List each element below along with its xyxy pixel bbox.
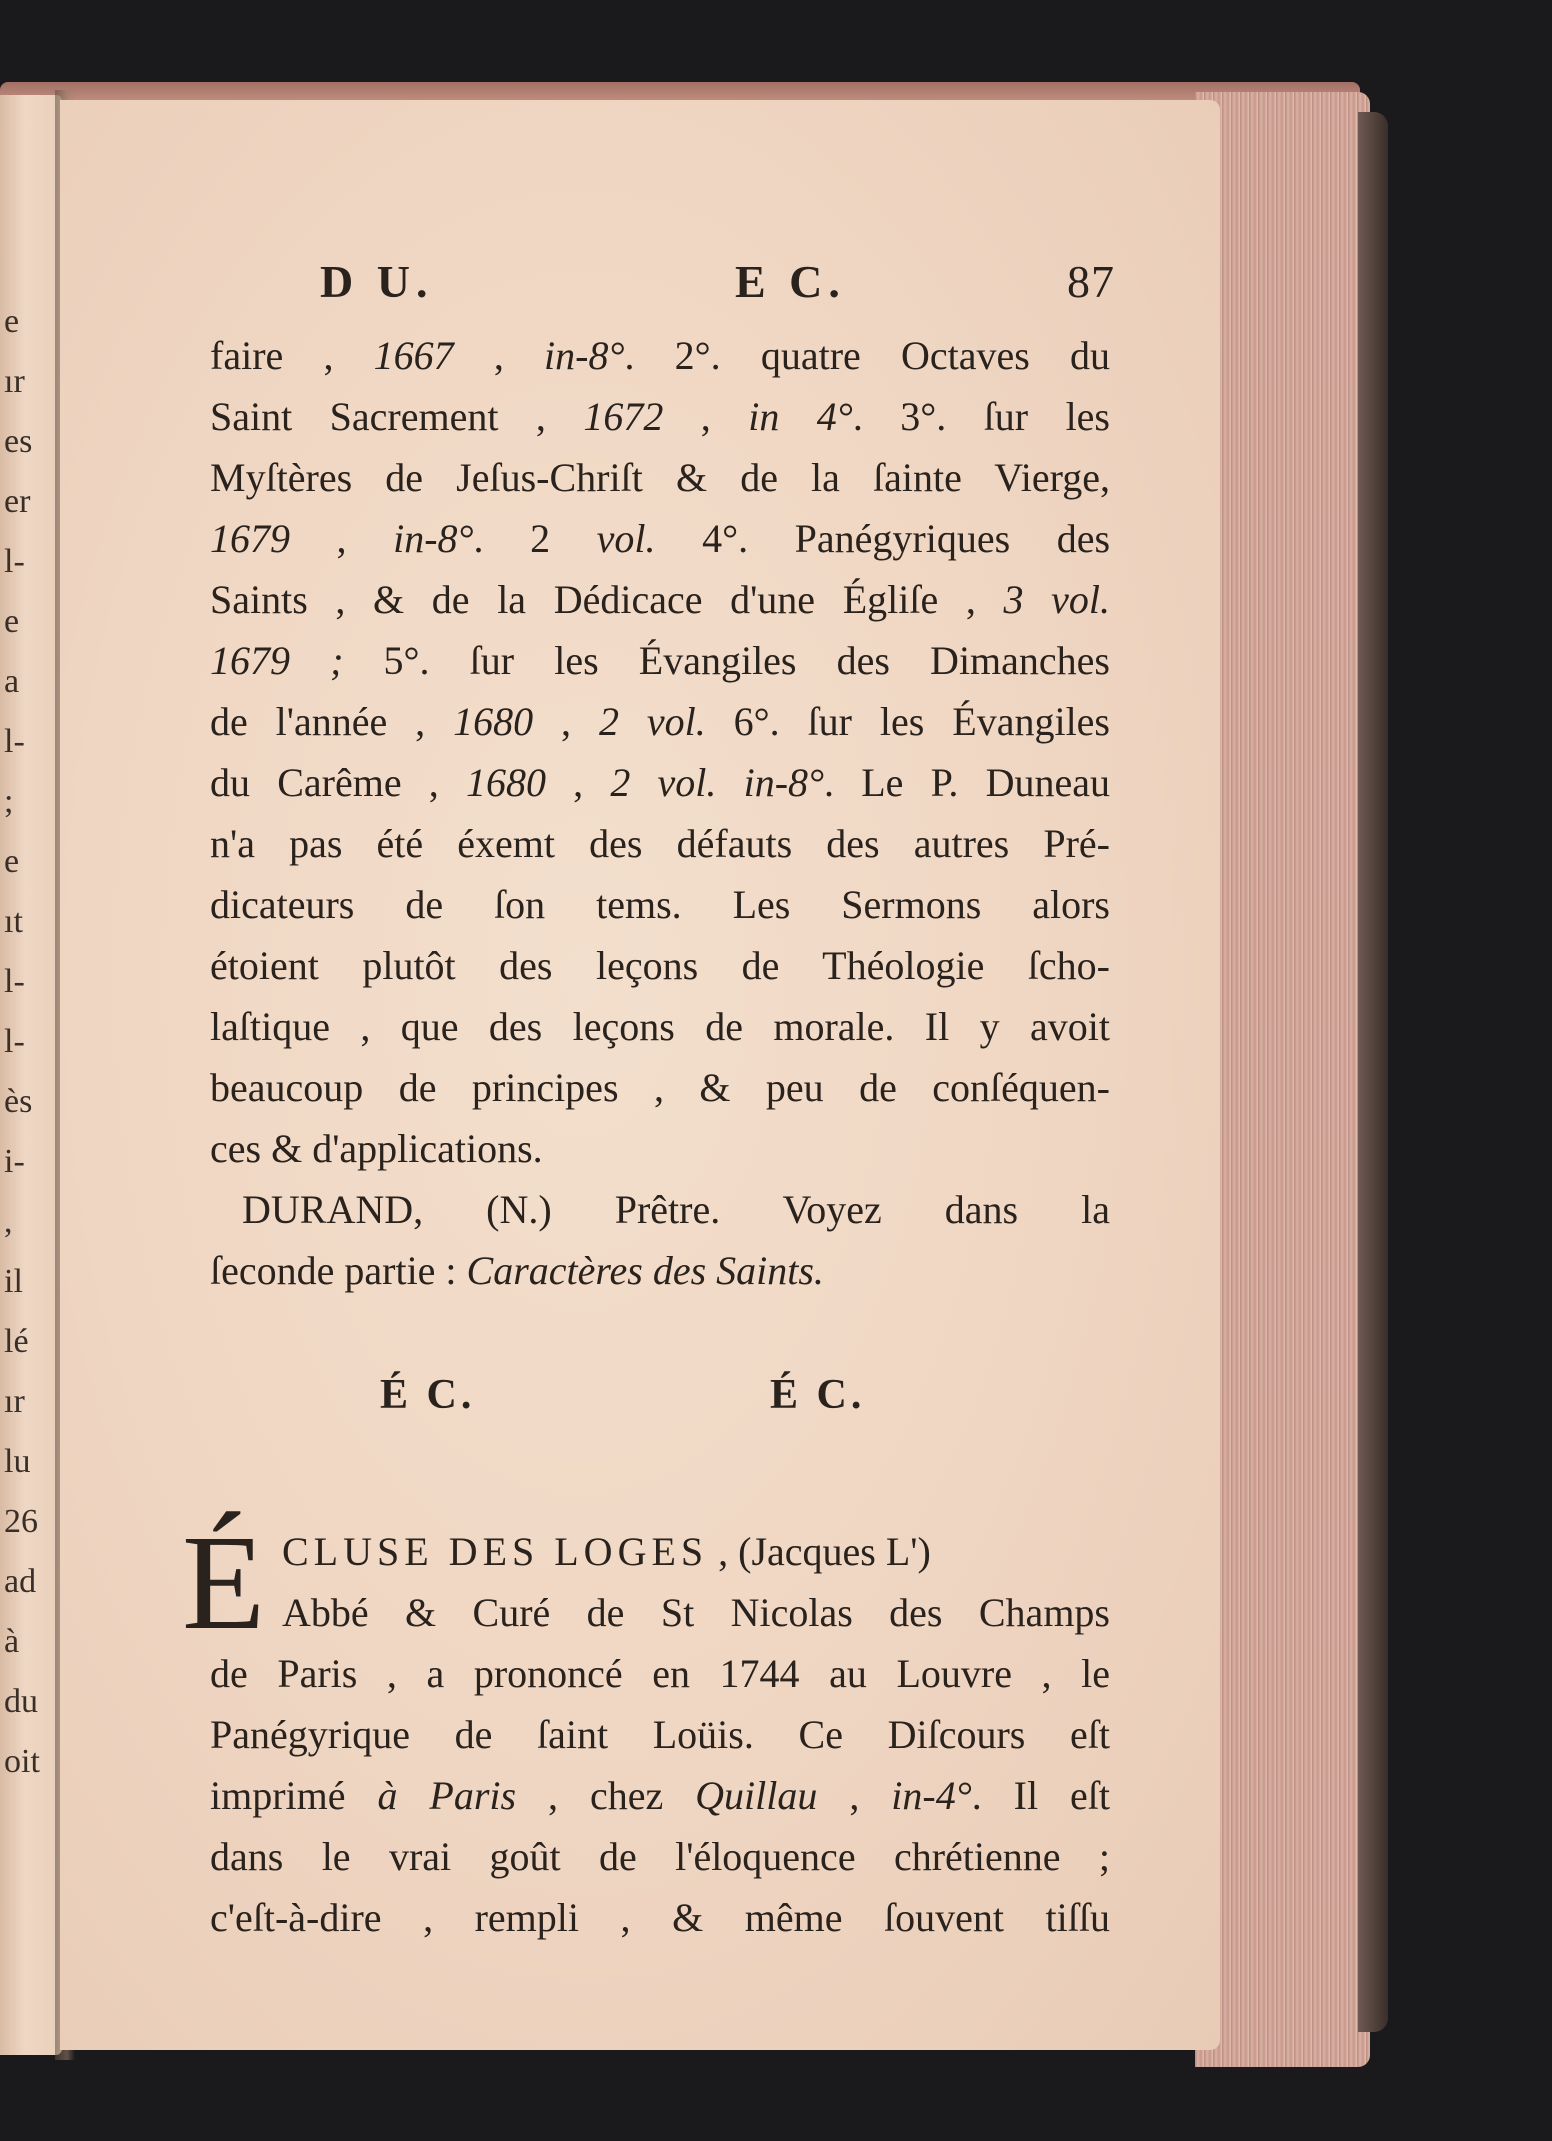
duneau-line-12 — [210, 996, 1110, 1057]
duneau-line-5-seg-1: Saints , & de la Dédicace d'une Égliſe , — [210, 577, 1004, 622]
duneau-line-13 — [210, 1057, 1110, 1118]
duneau-line-12-seg-1: laſtique , que des leçons de morale. Il y avoit — [210, 1004, 1110, 1049]
ecluse-line-5 — [210, 1765, 1110, 1826]
section-head — [210, 1371, 1110, 1451]
duneau-line-8-seg-1: du Carême , — [210, 760, 466, 805]
drop-cap: É — [182, 1508, 266, 1658]
durand-line-2 — [210, 1240, 1110, 1301]
duneau-line-3 — [210, 447, 1110, 508]
duneau-line-6-seg-1: 1679 ; — [210, 638, 344, 683]
duneau-line-2-seg-4: in 4° — [748, 394, 853, 439]
left-page-fragment: l- — [4, 963, 25, 1000]
duneau-line-4-seg-5: vol. — [596, 516, 656, 561]
left-page-fragment: e — [4, 303, 20, 340]
ecluse-line-7: c'eſt-à-dire , rempli , & même ſouvent tiſſu — [210, 1895, 1110, 1940]
duneau-line-9 — [210, 813, 1110, 874]
durand-line-2-prefix: ſeconde partie : — [210, 1248, 467, 1293]
left-page-fragment: 26 — [4, 1503, 38, 1540]
ecluse-line-5-a: imprimé — [210, 1773, 378, 1818]
left-page-fragment: il — [4, 1263, 23, 1300]
left-page-fragment: ır — [4, 363, 25, 400]
left-page-fragment: oit — [4, 1743, 40, 1780]
ecluse-headword: CLUSE DES LOGES — [282, 1529, 709, 1574]
ecluse-line-4: Panégyrique de ſaint Loüis. Ce Diſcours eſt — [210, 1712, 1110, 1757]
duneau-line-1-seg-4: in-8° — [544, 333, 625, 378]
left-page-fragment: er — [4, 483, 31, 520]
left-page-fragment: du — [4, 1683, 38, 1720]
ecluse-line-3: de Paris , a prononcé en 1744 au Louvre , le — [210, 1651, 1110, 1696]
duneau-line-8-seg-4: 2 vol. in-8° — [610, 760, 825, 805]
entry-duneau — [210, 325, 1110, 1179]
duneau-line-7-seg-1: de l'année , — [210, 699, 454, 744]
book-page-edges — [1195, 92, 1370, 2067]
previous-page-sliver — [0, 95, 62, 2055]
duneau-line-14 — [210, 1118, 1110, 1179]
duneau-line-2-seg-1: Saint Sacrement , — [210, 394, 584, 439]
entry-durand — [210, 1179, 1110, 1301]
duneau-line-8-seg-5: . Le P. Duneau — [824, 760, 1111, 805]
duneau-line-2 — [210, 386, 1110, 447]
durand-line-2-italic: Caractères des Saints. — [466, 1248, 824, 1293]
ecluse-line-5-printer: Quillau — [695, 1773, 818, 1818]
duneau-line-7-seg-4: 2 vol. — [598, 699, 706, 744]
ecluse-line-5-g: . Il eſt — [971, 1773, 1111, 1818]
duneau-line-7-seg-2: 1680 — [453, 699, 534, 744]
left-page-fragment: lé — [4, 1323, 29, 1360]
duneau-line-11 — [210, 935, 1110, 996]
duneau-line-3-seg-1: Myſtères de Jeſus-Chriſt & de la ſainte Vierge, — [210, 455, 1110, 500]
duneau-line-5-seg-2: 3 vol. — [1003, 577, 1110, 622]
ecluse-line-5-c: , chez — [516, 1773, 696, 1818]
left-page-fragment: ; — [4, 783, 14, 820]
left-page-fragment: ès — [4, 1083, 33, 1120]
ecluse-line-5-e: , — [817, 1773, 892, 1818]
duneau-line-2-seg-3: , — [663, 394, 749, 439]
running-head-left: D U. — [320, 256, 434, 307]
duneau-line-14-seg-1: ces & d'applications. — [210, 1126, 543, 1171]
duneau-line-8-seg-2: 1680 — [465, 760, 546, 805]
duneau-line-4-seg-6: 4°. Panégyriques des — [655, 516, 1111, 561]
book-page — [60, 100, 1220, 2050]
duneau-line-11-seg-1: étoient plutôt des leçons de Théologie ſcho- — [210, 943, 1110, 988]
duneau-line-4-seg-1: 1679 — [210, 516, 290, 561]
duneau-line-7 — [210, 691, 1110, 752]
duneau-line-2-seg-5: . 3°. ſur les — [852, 394, 1110, 439]
left-page-fragment: à — [4, 1623, 20, 1660]
duneau-line-1 — [210, 325, 1110, 386]
left-page-fragment: e — [4, 603, 20, 640]
ecluse-line-1 — [210, 1521, 1110, 1582]
duneau-line-8 — [210, 752, 1110, 813]
duneau-line-6 — [210, 630, 1110, 691]
duneau-line-9-seg-1: n'a pas été éxemt des défauts des autres Pré- — [210, 821, 1110, 866]
ecluse-line-5-place: à Paris — [377, 1773, 517, 1818]
section-head-right: É C. — [770, 1372, 866, 1418]
left-page-fragment: e — [4, 843, 20, 880]
duneau-line-1-seg-5: . 2°. quatre Octaves du — [624, 333, 1111, 378]
running-head-center: E C. — [735, 256, 846, 307]
duneau-line-7-seg-5: 6°. ſur les Évangiles — [705, 699, 1111, 744]
duneau-line-8-seg-3: , — [545, 760, 611, 805]
duneau-line-6-seg-2: 5°. ſur les Évangiles des Dimanches — [343, 638, 1110, 683]
left-page-fragment: l- — [4, 543, 25, 580]
duneau-line-10 — [210, 874, 1110, 935]
left-page-fragment: ır — [4, 1383, 25, 1420]
left-page-fragment: l- — [4, 723, 25, 760]
duneau-line-1-seg-2: 1667 — [373, 333, 454, 378]
duneau-line-2-seg-2: 1672 — [583, 394, 664, 439]
entry-ecluse — [182, 1508, 1111, 1948]
left-page-fragment: lu — [4, 1443, 31, 1480]
duneau-line-4 — [210, 508, 1110, 569]
left-page-fragment: , — [4, 1203, 13, 1240]
left-page-fragment: es — [4, 423, 33, 460]
page-number: 87 — [1067, 256, 1115, 307]
duneau-line-1-seg-3: , — [453, 333, 545, 378]
left-page-fragment: ıt — [4, 903, 23, 940]
duneau-line-4-seg-4: . 2 — [473, 516, 597, 561]
duneau-line-4-seg-3: in-8° — [393, 516, 474, 561]
ecluse-line-1-rest: , (Jacques L') — [718, 1529, 931, 1574]
duneau-line-10-seg-1: dicateurs de ſon tems. Les Sermons alors — [210, 882, 1110, 927]
left-page-fragment: a — [4, 663, 20, 700]
ecluse-line-2: Abbé & Curé de St Nicolas des Champs — [282, 1590, 1110, 1635]
left-page-fragment: i- — [4, 1143, 25, 1180]
duneau-line-5 — [210, 569, 1110, 630]
left-page-fragment: ad — [4, 1563, 37, 1600]
section-head-left: É C. — [380, 1372, 476, 1418]
ecluse-line-5-format: in-4° — [891, 1773, 972, 1818]
duneau-line-13-seg-1: beaucoup de principes , & peu de conſéquen- — [210, 1065, 1110, 1110]
durand-line-1: DURAND, (N.) Prêtre. Voyez dans la — [242, 1187, 1110, 1232]
page-text-block — [182, 255, 1115, 1948]
left-page-fragment: l- — [4, 1023, 25, 1060]
running-head — [210, 255, 1115, 325]
duneau-line-7-seg-3: , — [533, 699, 599, 744]
ecluse-line-6: dans le vrai goût de l'éloquence chrétienne ; — [210, 1834, 1110, 1879]
duneau-line-4-seg-2: , — [290, 516, 394, 561]
duneau-line-1-seg-1: faire , — [210, 333, 374, 378]
